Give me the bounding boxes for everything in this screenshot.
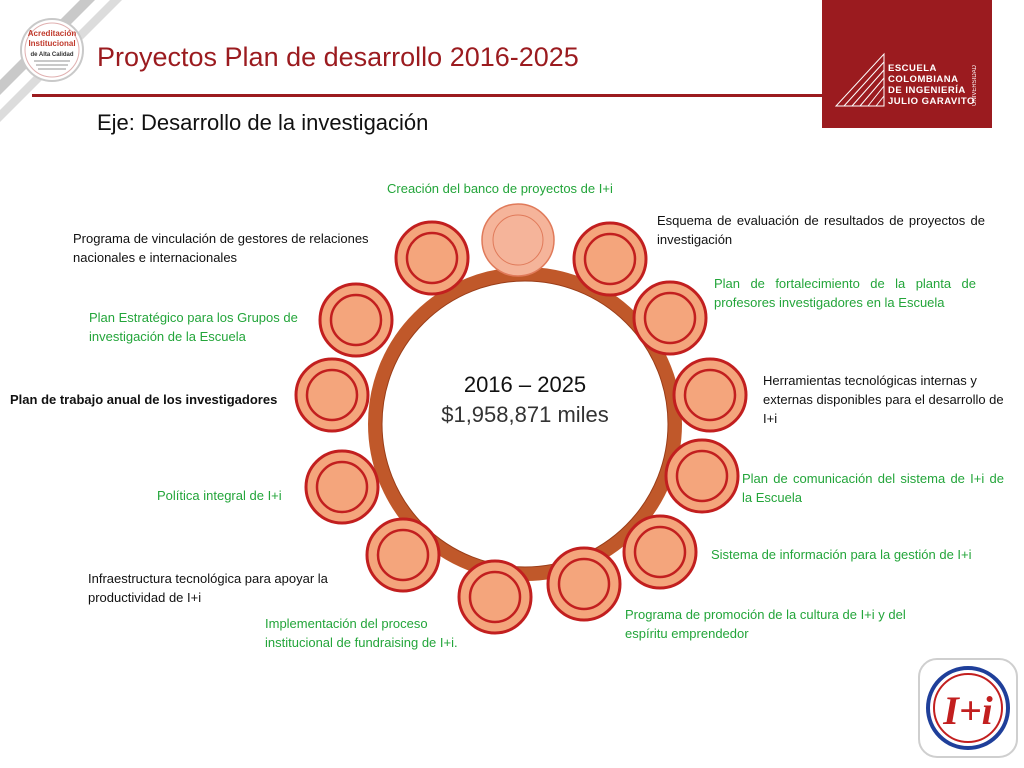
project-label-13: Programa de vinculación de gestores de relaciones nacionales e internacionales — [73, 231, 369, 265]
project-bead-4 — [674, 359, 746, 431]
plan-budget: $1,958,871 miles — [441, 402, 609, 427]
school-vertical-badge: UNIVERSIDAD — [972, 64, 978, 106]
plan-period: 2016 – 2025 — [463, 372, 587, 397]
project-label-2: Esquema de evaluación de resultados de proyectos de investigación — [657, 213, 985, 247]
project-bead-11 — [296, 359, 368, 431]
project-bead-12 — [320, 284, 392, 356]
project-label-8: Implementación del proceso institucional de fundraising de I+i. — [265, 616, 458, 650]
school-name-line3: DE INGENIERÍA — [888, 85, 966, 96]
i-plus-i-logo-icon — [918, 658, 1018, 758]
center-summary — [405, 372, 645, 428]
project-bead-2 — [574, 223, 646, 295]
project-label-4: Herramientas tecnológicas internas y externas disponibles para el desarrollo de I+i — [763, 373, 1004, 426]
project-label-12: Plan Estratégico para los Grupos de investigación de la Escuela — [89, 310, 298, 344]
project-bead-6 — [624, 516, 696, 588]
project-bead-5 — [666, 440, 738, 512]
logo-text: I+i — [943, 688, 993, 733]
school-name-line1: ESCUELA — [888, 63, 937, 74]
project-label-6: Sistema de información para la gestión de I+i — [711, 547, 972, 562]
school-name-line4: JULIO GARAVITO — [888, 96, 975, 107]
project-bead-9 — [367, 519, 439, 591]
project-bead-3 — [634, 282, 706, 354]
project-label-5: Plan de comunicación del sistema de I+i de la Escuela — [742, 471, 1004, 505]
badge-line2: Institucional — [28, 39, 76, 48]
page-title: Proyectos Plan de desarrollo 2016-2025 — [97, 42, 579, 72]
project-bead-10 — [306, 451, 378, 523]
project-label-9: Infraestructura tecnológica para apoyar la productividad de I+i — [88, 571, 328, 605]
badge-line1: Acreditación — [27, 29, 77, 38]
project-label-11: Plan de trabajo anual de los investigadores — [10, 392, 278, 407]
badge-line3: de Alta Calidad — [30, 52, 74, 58]
project-label-10: Política integral de I+i — [157, 488, 282, 503]
project-label-1: Creación del banco de proyectos de I+i — [387, 181, 613, 196]
project-bead-7 — [548, 548, 620, 620]
project-label-7: Programa de promoción de la cultura de I+i y del espíritu emprendedor — [625, 607, 906, 641]
section-subtitle: Eje: Desarrollo de la investigación — [97, 110, 429, 135]
project-bead-1 — [482, 204, 554, 276]
project-label-3: Plan de fortalecimiento de la planta de profesores investigadores en la Escuela — [714, 276, 976, 310]
school-name-line2: COLOMBIANA — [888, 74, 959, 85]
project-bead-13 — [396, 222, 468, 294]
